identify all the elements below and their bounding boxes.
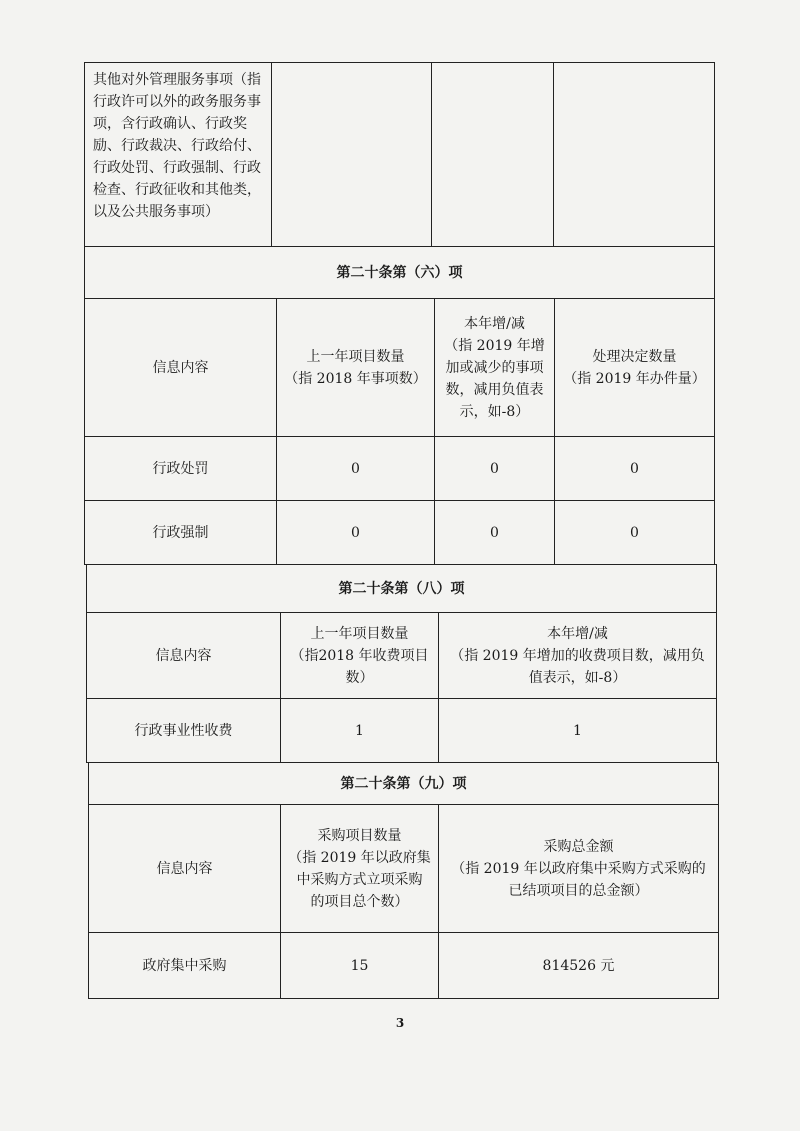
table-block-other-services (84, 62, 715, 247)
column-header: 本年增/减 （指 2019 年增加的收费项目数，减用负 值表示，如-8） (439, 613, 717, 699)
table-section-9 (88, 762, 719, 999)
column-header: 处理决定数量 （指 2019 年办件量） (555, 299, 715, 437)
column-header: 采购项目数量 （指 2019 年以政府集 中采购方式立项采购 的项目总个数） (281, 805, 439, 933)
column-header: 信息内容 (89, 805, 281, 933)
other-services-description: 其他对外管理服务事项（指行政许可以外的政务服务事项，含行政确认、行政奖励、行政裁决、行政给付、行政处罚、行政强制、行政检查、行政征收和其他类，以及公共服务事项） (85, 63, 272, 247)
table-section-8 (86, 564, 717, 763)
table-cell (554, 63, 715, 247)
table-cell (272, 63, 432, 247)
table-row (85, 437, 715, 501)
table-row (89, 933, 719, 999)
table-cell (432, 63, 554, 247)
column-header: 信息内容 (85, 299, 277, 437)
table-cell: 0 (435, 501, 555, 565)
table-section-6 (84, 246, 715, 565)
column-header: 上一年项目数量 （指2018 年收费项目数） (281, 613, 439, 699)
row-label: 行政处罚 (85, 437, 277, 501)
table-cell: 0 (277, 437, 435, 501)
row-label: 政府集中采购 (89, 933, 281, 999)
table-cell: 0 (555, 501, 715, 565)
table-cell: 1 (439, 699, 717, 763)
section-title: 第二十条第（九）项 (89, 763, 719, 805)
column-header: 采购总金额 （指 2019 年以政府集中采购方式采购的 已结项项目的总金额） (439, 805, 719, 933)
row-label: 行政事业性收费 (87, 699, 281, 763)
column-header: 本年增/减 （指 2019 年增 加或减少的事项 数，减用负值表 示，如-8） (435, 299, 555, 437)
section-title: 第二十条第（六）项 (85, 247, 715, 299)
table-cell: 15 (281, 933, 439, 999)
page-number: 3 (395, 1016, 405, 1030)
table-row (85, 501, 715, 565)
table-cell: 0 (277, 501, 435, 565)
table-cell: 0 (555, 437, 715, 501)
table-cell: 814526 元 (439, 933, 719, 999)
table-row (87, 699, 717, 763)
column-header: 上一年项目数量 （指 2018 年事项数） (277, 299, 435, 437)
row-label: 行政强制 (85, 501, 277, 565)
section-title: 第二十条第（八）项 (87, 565, 717, 613)
table-cell: 0 (435, 437, 555, 501)
table-cell: 1 (281, 699, 439, 763)
column-header: 信息内容 (87, 613, 281, 699)
